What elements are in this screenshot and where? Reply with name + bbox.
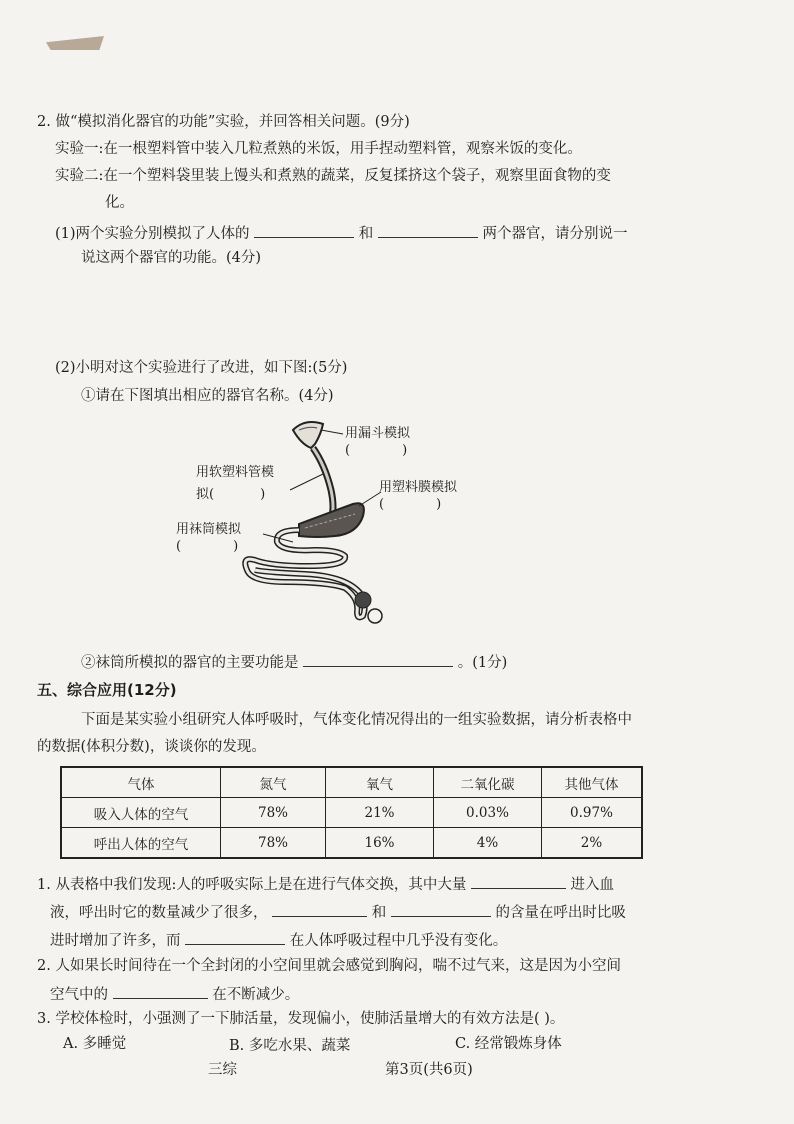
table-row xyxy=(61,798,642,828)
question-2-title: 2. 做“模拟消化器官的功能”实验，并回答相关问题。(9分) xyxy=(37,114,410,130)
answer-blank-gas-unchanged[interactable] xyxy=(185,929,285,945)
experiment-1: 实验一:在一根塑料管中装入几粒煮熟的米饭，用手捏动塑料管，观察米饭的变化。 xyxy=(55,141,582,157)
table-cell: 0.97% xyxy=(542,798,643,828)
table-row xyxy=(61,828,642,859)
part-1-cont: 说这两个器官的功能。(4分) xyxy=(81,250,262,266)
label-sock: 用袜筒模拟 xyxy=(176,522,242,537)
table-header: 氮气 xyxy=(221,767,326,798)
s5-question-3: 3. 学校体检时，小强测了一下肺活量，发现偏小，使肺活量增大的有效方法是( )。 xyxy=(37,1011,565,1027)
s5-question-2-line-2: 空气中的 在不断减少。 xyxy=(50,983,299,1005)
answer-bracket-sock[interactable]: ( ) xyxy=(176,539,239,554)
s5-question-2: 2. 人如果长时间待在一个全封闭的小空间里就会感觉到胸闷，喘不过气来，这是因为小空间 xyxy=(37,958,621,974)
experiment-2: 实验二:在一个塑料袋里装上馒头和煮熟的蔬菜，反复揉挤这个袋子，观察里面食物的变 xyxy=(55,168,611,184)
s5-question-1-line-3: 进时增加了许多，而 在人体呼吸过程中几乎没有变化。 xyxy=(50,929,507,951)
part-2-1: ①请在下图填出相应的器官名称。(4分) xyxy=(81,388,334,404)
table-cell: 呼出人体的空气 xyxy=(61,828,221,859)
part-2-2-text: ②袜筒所模拟的器官的主要功能是 xyxy=(81,655,299,671)
option-a[interactable]: A. 多睡觉 xyxy=(63,1036,127,1052)
table-cell: 78% xyxy=(221,828,326,859)
answer-bracket-film[interactable]: ( ) xyxy=(379,497,442,512)
table-header: 其他气体 xyxy=(542,767,643,798)
answer-blank-organ-1[interactable] xyxy=(254,222,354,238)
part-1-and: 和 xyxy=(358,226,374,242)
answer-blank-gas-in[interactable] xyxy=(471,873,566,889)
section-5-intro-cont: 的数据(体积分数)，谈谈你的发现。 xyxy=(37,739,266,755)
footer-subject: 三综 xyxy=(208,1062,237,1078)
s5-question-1-line: 1. 从表格中我们发现:人的呼吸实际上是在进行气体交换，其中大量 进入血 xyxy=(37,873,614,895)
table-header-row xyxy=(61,767,642,798)
option-c[interactable]: C. 经常锻炼身体 xyxy=(455,1036,562,1052)
table-header: 氧气 xyxy=(326,767,434,798)
label-funnel: 用漏斗模拟 xyxy=(345,426,411,441)
answer-bracket-tube[interactable]: 拟( ) xyxy=(196,487,266,502)
scan-corner-mark xyxy=(46,36,104,50)
experiment-2-cont: 化。 xyxy=(105,195,134,211)
table-cell: 78% xyxy=(221,798,326,828)
part-2-title: (2)小明对这个实验进行了改进，如下图:(5分) xyxy=(55,360,348,376)
table-cell: 21% xyxy=(326,798,434,828)
answer-blank-gas-out-1[interactable] xyxy=(272,901,367,917)
part-1-text-2: 两个器官，请分别说一 xyxy=(482,226,628,242)
part-1-text: (1)两个实验分别模拟了人体的 xyxy=(55,226,250,242)
s5-question-1-line-2: 液，呼出时它的数量减少了很多， 和 的含量在呼出时比吸 xyxy=(50,901,626,923)
option-b[interactable]: B. 多吃水果、蔬菜 xyxy=(229,1038,351,1054)
answer-bracket-funnel[interactable]: ( ) xyxy=(345,443,408,458)
table-cell: 0.03% xyxy=(434,798,542,828)
footer-page-number: 第3页(共6页) xyxy=(385,1062,473,1078)
table-cell: 吸入人体的空气 xyxy=(61,798,221,828)
part-1-line xyxy=(55,222,627,244)
part-2-2-end: 。(1分) xyxy=(457,655,508,671)
label-tube: 用软塑料管模 xyxy=(196,465,275,480)
table-cell: 4% xyxy=(434,828,542,859)
answer-blank-gas-out-2[interactable] xyxy=(391,901,491,917)
section-5-intro: 下面是某实验小组研究人体呼吸时，气体变化情况得出的一组实验数据，请分析表格中 xyxy=(81,712,632,728)
label-film: 用塑料膜模拟 xyxy=(379,480,458,495)
section-5-title: 五、综合应用(12分) xyxy=(37,681,177,699)
table-header: 气体 xyxy=(61,767,221,798)
table-cell: 16% xyxy=(326,828,434,859)
table-header: 二氧化碳 xyxy=(434,767,542,798)
answer-blank-sock-function[interactable] xyxy=(303,651,453,667)
gas-data-table xyxy=(60,766,643,859)
answer-blank-organ-2[interactable] xyxy=(378,222,478,238)
part-2-2-line xyxy=(81,651,507,673)
answer-blank-gas-decreasing[interactable] xyxy=(113,983,208,999)
table-cell: 2% xyxy=(542,828,643,859)
